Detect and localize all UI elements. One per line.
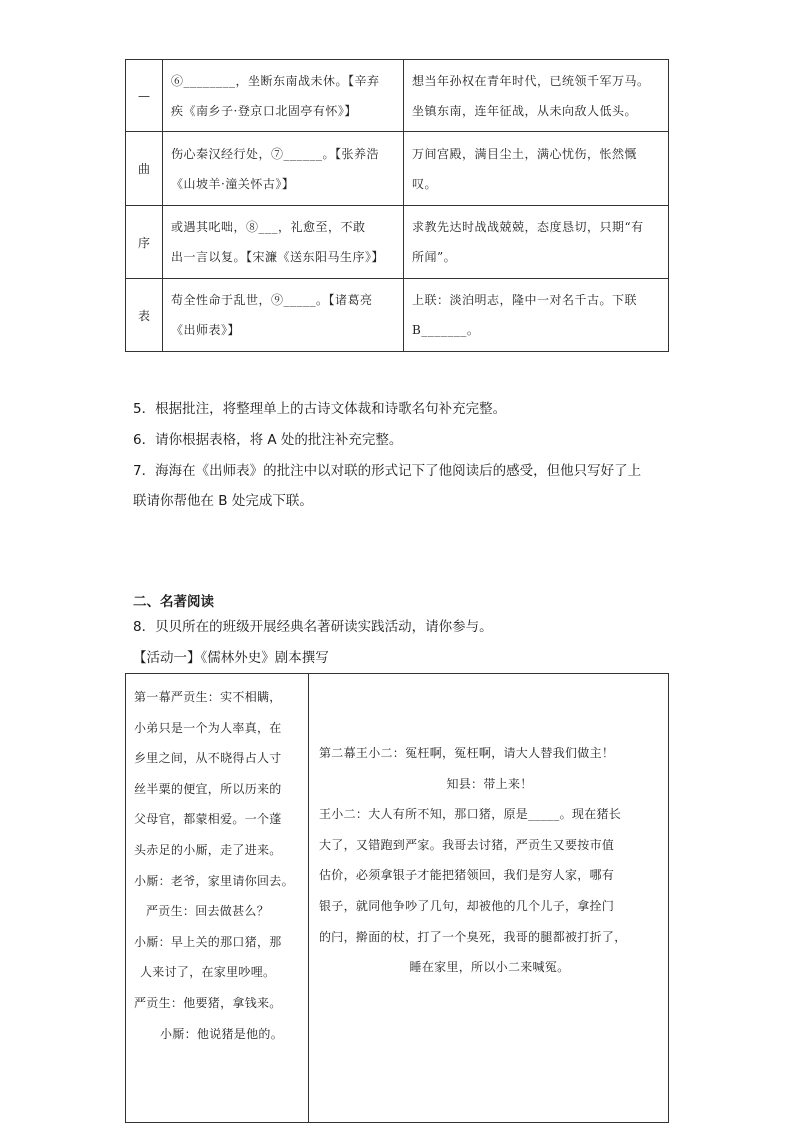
annotation-cell: 求教先达时战战兢兢，态度恳切，只期“有 所闻”。	[404, 206, 669, 279]
row-label: —	[126, 60, 163, 132]
annotation-cell: 上联：淡泊明志，隆中一对名千古。下联 B_______。	[404, 279, 669, 352]
row-label: 表	[126, 279, 163, 352]
table-row	[126, 132, 669, 206]
quote-cell: 苟全性命于乱世，⑨_____。【诸葛亮 《出师表》】	[163, 279, 404, 352]
question-6: 6．请你根据表格，将 A 处的批注补充完整。	[133, 432, 403, 448]
question-7-line-2: 联请你帮他在 B 处完成下联。	[133, 493, 313, 509]
annotation-cell: 万间宫殿，满目尘土，满心忧伤，怅然慨 叹。	[404, 132, 669, 206]
table-row	[126, 279, 669, 352]
act-one-cell: 第一幕严贡生：实不相瞒， 小弟只是一个为人率真，在 乡里之间，从不晓得占人寸 丝半粟的便宜，所以历来的 父母官，都蒙相爱。一个蓬 头赤足的小厮，走了进来。 小厮：老爷，家里请你回去。 严贡生：回去做甚么？ 小厮：早上关的那口猪，那 人来讨了，在家里吵哩。 严贡生：他要猪，拿钱来。 小厮：他说猪是他的。	[126, 674, 309, 1123]
question-8: 8．贝贝所在的班级开展经典名著研读实践活动，请你参与。	[133, 619, 493, 635]
quote-cell: 或遇其叱咄，⑧___，礼愈至，不敢 出一言以复。【宋濂《送东阳马生序》】	[163, 206, 404, 279]
question-5: 5．根据批注，将整理单上的古诗文体裁和诗歌名句补充完整。	[133, 401, 507, 417]
script-table	[125, 673, 669, 1123]
annotation-cell: 想当年孙权在青年时代，已统领千军万马。 坐镇东南，连年征战，从未向敌人低头。	[404, 60, 669, 132]
quote-cell: 伤心秦汉经行处，⑦______。【张养浩 《山坡羊·潼关怀古》】	[163, 132, 404, 206]
row-label: 曲	[126, 132, 163, 206]
section-heading: 二、名著阅读	[133, 594, 214, 610]
quote-cell: ⑥________，坐断东南战未休。【辛弃 疾《南乡子·登京口北固亭有怀》】	[163, 60, 404, 132]
table-row	[126, 674, 669, 1123]
table-row	[126, 206, 669, 279]
question-7-line-1: 7．海海在《出师表》的批注中以对联的形式记下了他阅读后的感受，但他只写好了上	[133, 463, 642, 479]
poetry-table	[125, 59, 669, 352]
activity-title: 【活动一】《儒林外史》剧本撰写	[133, 650, 329, 666]
table-row	[126, 60, 669, 132]
row-label: 序	[126, 206, 163, 279]
act-two-cell: 第二幕王小二：冤枉啊，冤枉啊，请大人替我们做主！ 知县：带上来！ 王小二：大人有所不知，那口猪，原是_____。现在猪长 大了，又错跑到严家。我哥去讨猪，严贡生又要按市值 估价，必须拿银子才能把猪领回，我们是穷人家，哪有 银子，就同他争吵了几句，却被他的几个儿子，拿拴门 的闩，擀面的杖，打了一个臭死，我哥的腿都被打折了， 睡在家里，所以小二来喊冤。	[309, 674, 669, 1123]
